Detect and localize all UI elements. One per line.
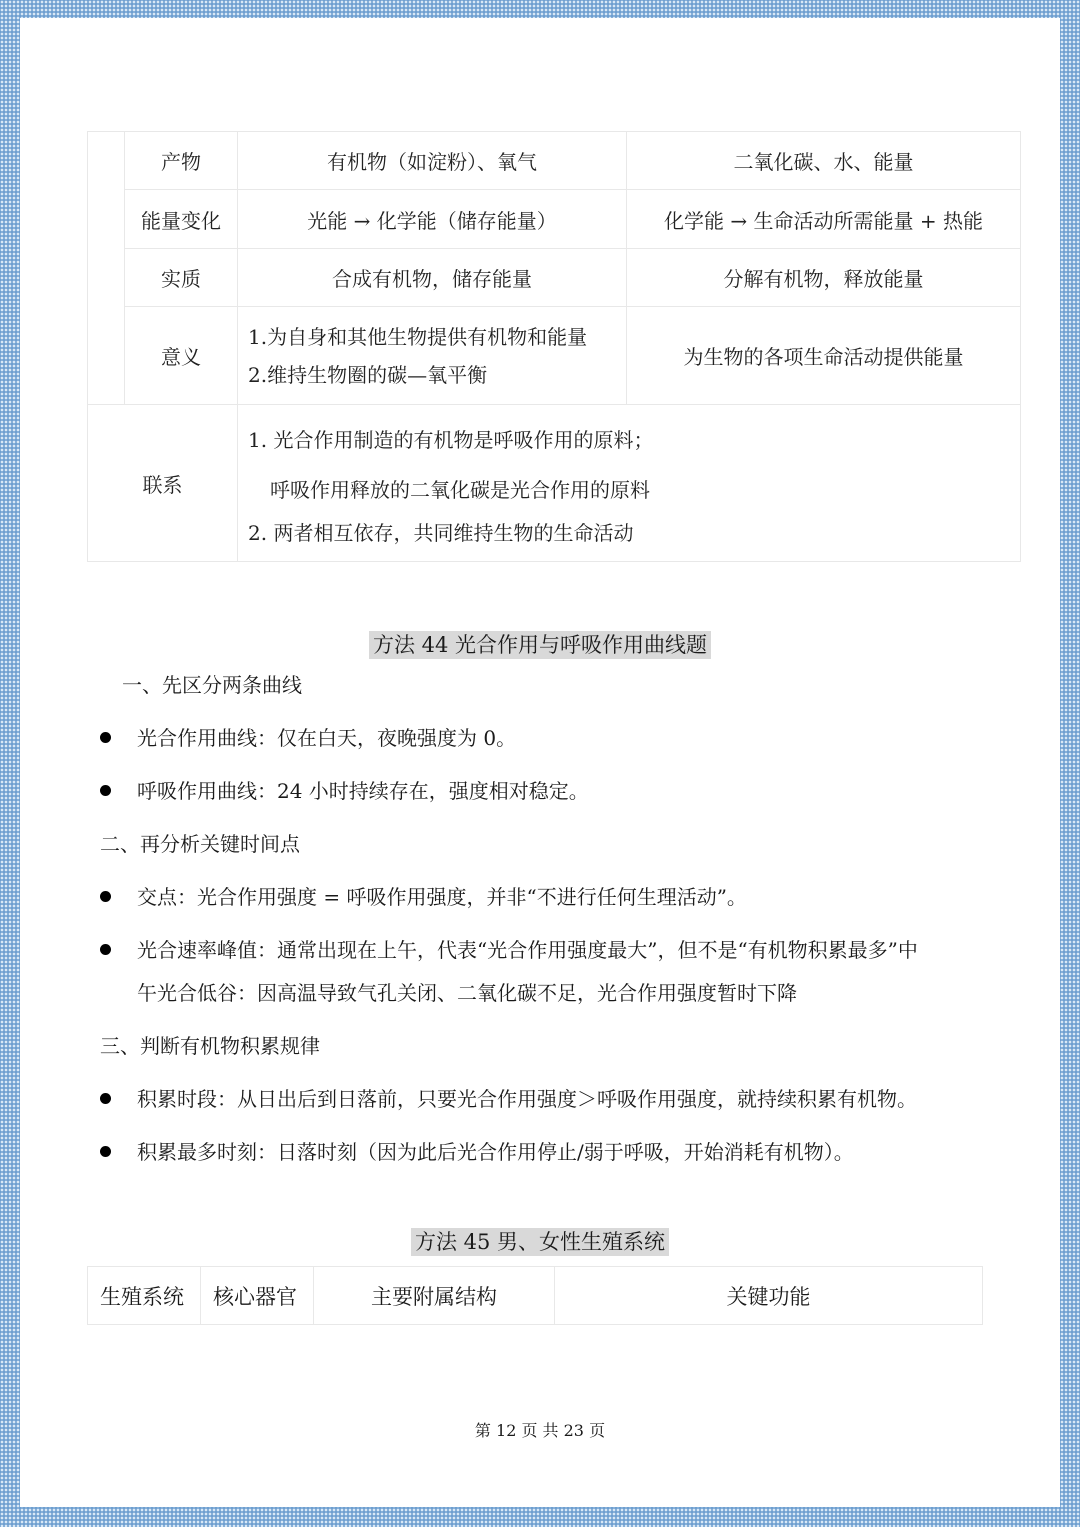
bullet-icon — [100, 732, 111, 743]
bullet-icon — [100, 891, 111, 902]
relation-cell — [238, 405, 1021, 562]
bullet-text: 光合速率峰值：通常出现在上午，代表“光合作用强度最大”，但不是“有机物积累最多”中 — [137, 938, 918, 962]
bullet-text: 交点：光合作用强度 = 呼吸作用强度，并非“不进行任何生理活动”。 — [137, 885, 747, 909]
reproductive-system-table — [87, 1266, 983, 1325]
cell-line: 2.维持生物圈的碳—氧平衡 — [248, 362, 488, 387]
table-cell-merged — [88, 132, 125, 405]
document-page — [20, 18, 1060, 1507]
row-label: 产物 — [125, 132, 238, 190]
photosynthesis-cell: 光能 → 化学能（储存能量） — [238, 190, 627, 249]
section-heading — [20, 1226, 1060, 1256]
column-header: 生殖系统 — [88, 1267, 201, 1325]
table-row — [88, 249, 1021, 307]
table-row — [88, 307, 1021, 405]
respiration-cell: 二氧化碳、水、能量 — [627, 132, 1021, 190]
bullet-text: 呼吸作用曲线：24 小时持续存在，强度相对稳定。 — [137, 779, 589, 803]
heading-text: 方法 45 男、女性生殖系统 — [411, 1228, 669, 1256]
bullet-text: 光合作用曲线：仅在白天，夜晚强度为 0。 — [137, 726, 517, 750]
photosynthesis-cell: 合成有机物，储存能量 — [238, 249, 627, 307]
cell-line: 1. 光合作用制造的有机物是呼吸作用的原料； — [248, 428, 654, 452]
table-row — [88, 190, 1021, 249]
page-footer: 第 12 页 共 23 页 — [474, 1421, 606, 1440]
bullet-text: 积累最多时刻：日落时刻（因为此后光合作用停止/弱于呼吸，开始消耗有机物）。 — [137, 1140, 854, 1164]
photosynthesis-cell: 有机物（如淀粉）、氧气 — [238, 132, 627, 190]
bullet-icon — [100, 785, 111, 796]
row-label: 意义 — [125, 307, 238, 405]
bullet-icon — [100, 1093, 111, 1104]
photosynthesis-cell — [238, 307, 627, 405]
column-header: 核心器官 — [201, 1267, 314, 1325]
column-header: 关键功能 — [555, 1267, 983, 1325]
respiration-cell: 为生物的各项生命活动提供能量 — [627, 307, 1021, 405]
respiration-cell: 分解有机物，释放能量 — [627, 249, 1021, 307]
subheading: 三、判断有机物积累规律 — [100, 1034, 320, 1058]
cell-line: 1.为自身和其他生物提供有机物和能量 — [248, 324, 588, 349]
bullet-text: 积累时段：从日出后到日落前，只要光合作用强度＞呼吸作用强度，就持续积累有机物。 — [137, 1087, 917, 1111]
table-row — [88, 405, 1021, 562]
column-header: 主要附属结构 — [314, 1267, 555, 1325]
respiration-cell: 化学能 → 生命活动所需能量 + 热能 — [627, 190, 1021, 249]
row-label: 实质 — [125, 249, 238, 307]
section-heading — [20, 629, 1060, 659]
cell-line: 呼吸作用释放的二氧化碳是光合作用的原料 — [270, 478, 650, 502]
row-label: 能量变化 — [125, 190, 238, 249]
comparison-table — [87, 131, 1021, 562]
table-row — [88, 132, 1021, 190]
bullet-icon — [100, 944, 111, 955]
subheading: 一、先区分两条曲线 — [122, 673, 302, 697]
heading-text: 方法 44 光合作用与呼吸作用曲线题 — [369, 631, 711, 659]
subheading: 二、再分析关键时间点 — [100, 832, 300, 856]
table-header-row — [88, 1267, 983, 1325]
bullet-text-continued: 午光合低谷：因高温导致气孔关闭、二氧化碳不足，光合作用强度暂时下降 — [137, 981, 797, 1005]
bullet-icon — [100, 1146, 111, 1157]
cell-line: 2. 两者相互依存，共同维持生物的生命活动 — [248, 521, 634, 545]
row-label: 联系 — [88, 405, 238, 562]
